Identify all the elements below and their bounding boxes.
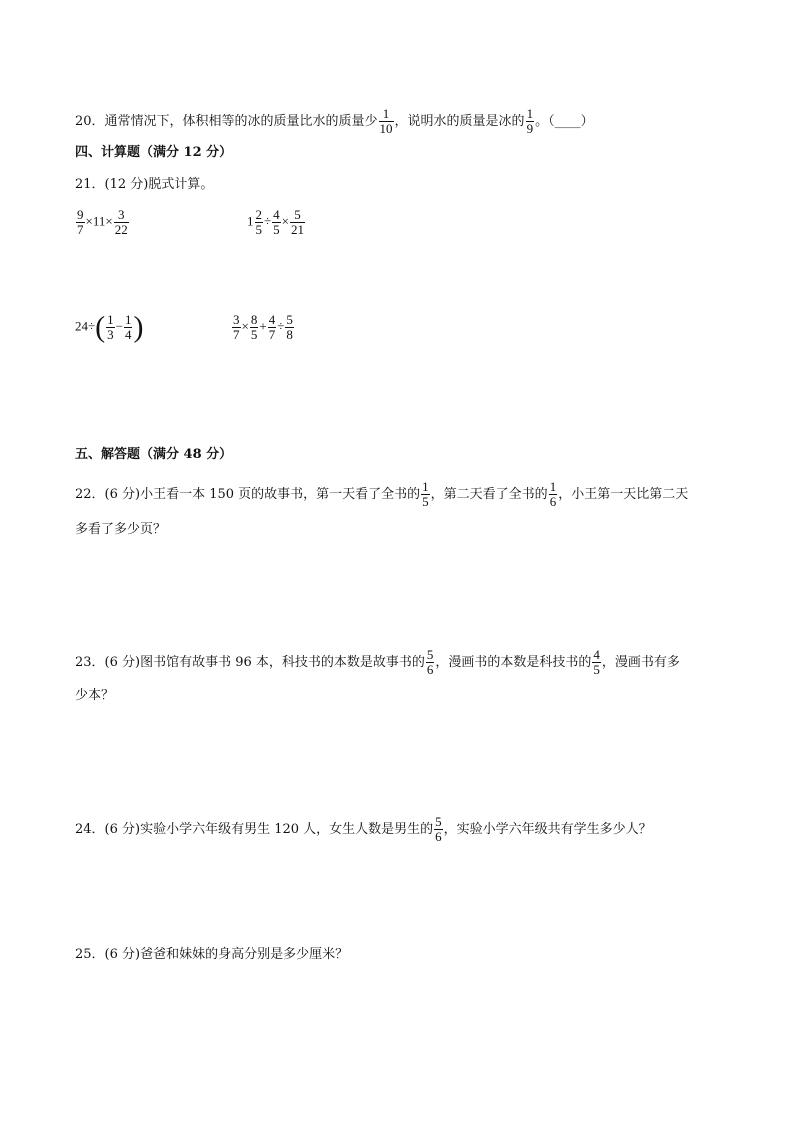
question-23-line-2 — [75, 686, 114, 706]
fraction — [268, 313, 277, 342]
numerator: 1 — [124, 312, 132, 327]
text-segment: 少本？ — [75, 688, 115, 703]
numerator: 5 — [286, 312, 293, 327]
text-segment: 21．(12 分)脱式计算。 — [75, 177, 214, 192]
text-segment: ×11× — [85, 213, 113, 229]
numerator: 8 — [250, 312, 258, 327]
denominator: 5 — [422, 494, 429, 509]
text-segment: ÷ — [264, 213, 272, 229]
text-segment: 24．(6 分)实验小学六年级有男生 120 人，女生人数是男生的 — [75, 822, 434, 837]
denominator: 5 — [593, 662, 600, 677]
denominator: 6 — [426, 662, 434, 677]
expression-2 — [247, 208, 306, 237]
numerator: 1 — [379, 107, 394, 122]
text-segment: × — [241, 318, 249, 334]
text-segment: 。（____） — [535, 114, 594, 129]
numerator: 3 — [233, 312, 240, 327]
question-25 — [75, 945, 348, 965]
denominator: 9 — [526, 121, 534, 136]
fraction — [549, 480, 558, 509]
numerator: 1 — [526, 106, 534, 121]
text-segment: ，漫画书的本数是科技书的 — [435, 655, 592, 670]
denominator: 5 — [273, 222, 280, 237]
numerator: 9 — [77, 207, 84, 222]
text-segment: 23．(6 分)图书馆有故事书 96 本，科技书的本数是故事书的 — [75, 655, 425, 670]
fraction — [76, 208, 85, 237]
text-segment: − — [115, 318, 123, 334]
fraction — [285, 313, 294, 342]
text-segment: ，实验小学六年级共有学生多少人？ — [443, 822, 652, 837]
text-segment: ，漫画书有多 — [601, 655, 680, 670]
fraction — [526, 107, 535, 136]
text-segment: 20．通常情况下，体积相等的冰的质量比水的质量少 — [75, 114, 378, 129]
denominator: 7 — [268, 327, 276, 342]
text-segment: × — [281, 213, 289, 229]
numerator: 5 — [426, 647, 434, 662]
denominator: 6 — [435, 829, 442, 844]
numerator: 3 — [114, 208, 129, 223]
text-segment: 1 — [247, 213, 254, 229]
fraction — [421, 480, 430, 509]
expression-1 — [75, 208, 130, 237]
numerator: 4 — [273, 207, 280, 222]
fraction — [255, 208, 264, 237]
denominator: 4 — [124, 327, 132, 342]
fraction — [434, 815, 443, 844]
fraction — [272, 208, 281, 237]
section-5-heading — [75, 445, 232, 465]
text-segment: ÷ — [277, 318, 285, 334]
question-22-line-2 — [75, 520, 166, 540]
text-segment: 五、解答题（满分 48 分） — [75, 447, 233, 462]
question-21 — [75, 175, 213, 195]
numerator: 5 — [290, 208, 305, 223]
text-segment: ，小王第一天比第二天 — [558, 487, 689, 502]
numerator: 2 — [255, 207, 262, 222]
fraction — [290, 208, 305, 237]
fraction — [232, 313, 241, 342]
question-24 — [75, 815, 652, 844]
text-segment: 24÷ — [75, 318, 96, 334]
denominator: 22 — [114, 222, 128, 237]
question-20 — [75, 107, 594, 136]
fraction — [124, 313, 133, 342]
denominator: 7 — [77, 222, 84, 237]
question-23-line-1 — [75, 648, 680, 677]
expression-3 — [75, 310, 144, 344]
denominator: 3 — [107, 327, 114, 342]
fraction — [426, 648, 435, 677]
fraction — [379, 107, 394, 136]
text-segment: 多看了多少页？ — [75, 522, 167, 537]
parenthesis: ( — [95, 310, 106, 344]
text-segment: ，第二天看了全书的 — [430, 487, 548, 502]
numerator: 4 — [593, 647, 600, 662]
denominator: 7 — [233, 327, 240, 342]
fraction — [592, 648, 601, 677]
text-segment: 25．(6 分)爸爸和妹妹的身高分别是多少厘米？ — [75, 947, 349, 962]
denominator: 5 — [255, 222, 262, 237]
text-segment: 22．(6 分)小王看一本 150 页的故事书，第一天看了全书的 — [75, 487, 421, 502]
text-segment: ，说明水的质量是冰的 — [394, 114, 525, 129]
numerator: 4 — [268, 312, 276, 327]
fraction — [106, 313, 115, 342]
denominator: 6 — [549, 494, 557, 509]
denominator: 8 — [286, 327, 293, 342]
denominator: 10 — [379, 121, 393, 136]
numerator: 1 — [549, 479, 557, 494]
denominator: 21 — [290, 222, 304, 237]
fraction — [250, 313, 259, 342]
numerator: 5 — [435, 814, 442, 829]
text-segment: 四、计算题（满分 12 分） — [75, 145, 233, 160]
text-segment: + — [259, 318, 267, 334]
fraction — [114, 208, 129, 237]
question-22-line-1 — [75, 480, 688, 509]
section-4-heading — [75, 143, 232, 163]
expression-4 — [231, 313, 295, 342]
numerator: 1 — [107, 312, 114, 327]
denominator: 5 — [250, 327, 258, 342]
numerator: 1 — [422, 479, 429, 494]
parenthesis: ) — [133, 310, 144, 344]
